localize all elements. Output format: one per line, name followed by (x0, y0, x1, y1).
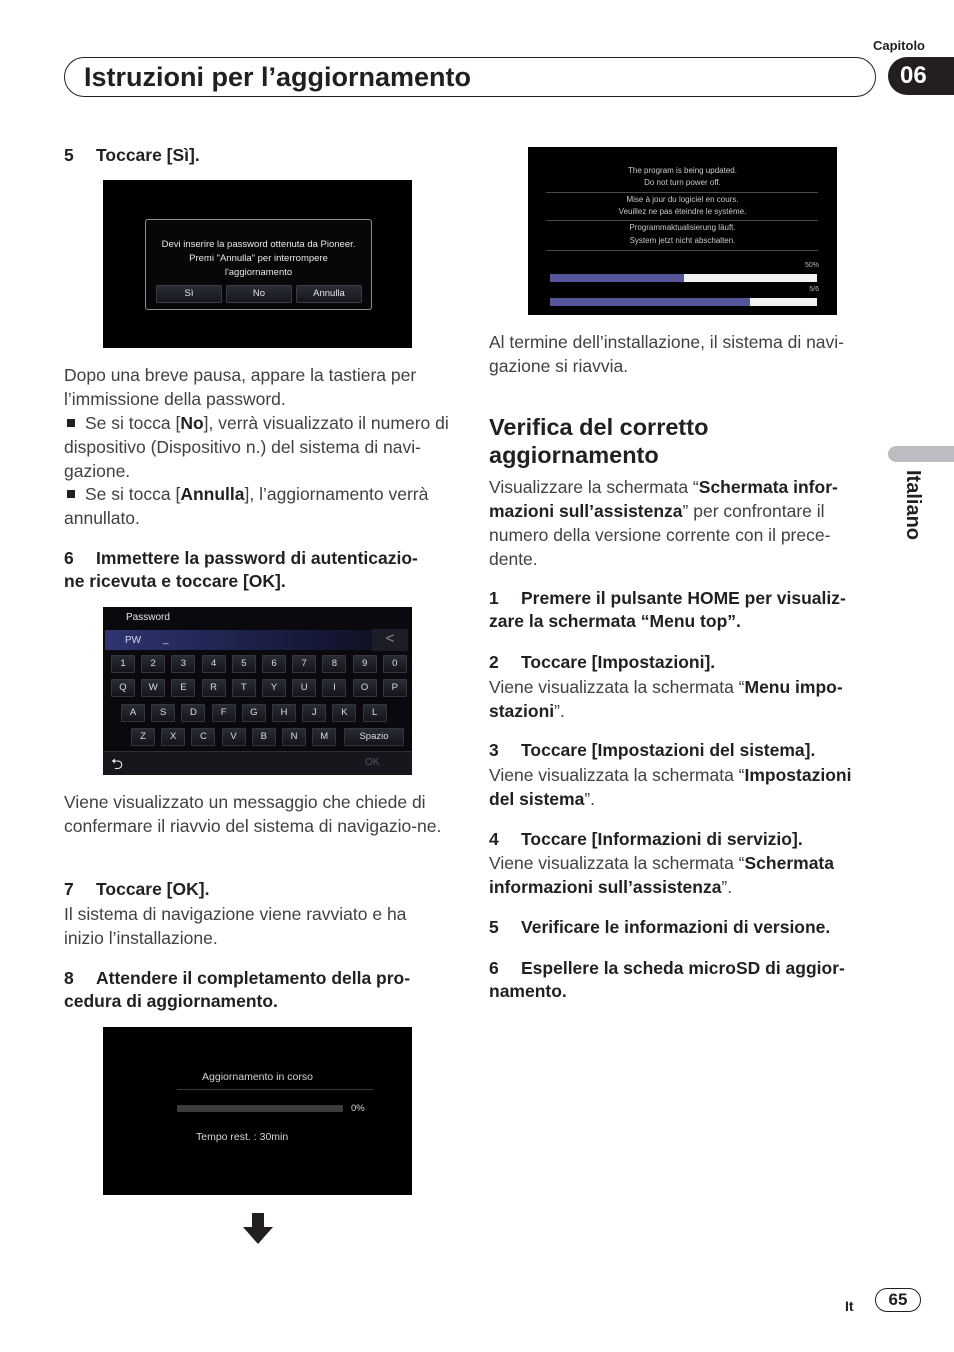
update-msg-fr-2: Veuillez ne pas éteindre le système. (618, 207, 747, 216)
divider (546, 192, 818, 193)
section-intro: Visualizzare la schermata “Schermata infor-mazioni sull’assistenza” per confrontare il numero della versione corrente con il prece-dente. (489, 477, 838, 569)
progress-fill-2 (550, 298, 750, 306)
page-number: 65 (875, 1288, 921, 1312)
space-key: Spazio (344, 728, 404, 746)
password-dialog (145, 219, 372, 310)
update-msg-de-2: System jetzt nicht abschalten. (629, 236, 736, 245)
keyboard-bottom-bar (103, 751, 412, 775)
page-title: Istruzioni per l’aggiornamento (84, 62, 472, 92)
update-msg-de-1: Programmaktualisierung läuft. (629, 223, 736, 232)
progress-bar-2 (550, 298, 817, 306)
bullet-annulla: Se si tocca [Annulla], l’aggiornamento verrà annullato. (64, 484, 429, 528)
update-msg-en-2: Do not turn power off. (644, 178, 721, 187)
paragraph-restart-message: Viene visualizzato un messaggio che chiede di confermare il riavvio del sistema di navigazio-ne. (64, 792, 442, 836)
progress-bar-1 (550, 274, 817, 282)
password-input (105, 630, 406, 650)
key-x: X (161, 728, 185, 746)
yes-button: Sì (156, 285, 222, 303)
key-8: 8 (322, 655, 346, 673)
key-4: 4 (202, 655, 226, 673)
key-6: 6 (262, 655, 286, 673)
key-e: E (171, 679, 195, 697)
keyboard-title: Password (126, 612, 170, 623)
chapter-number: 06 (888, 57, 954, 95)
text-cursor: _ (163, 634, 169, 645)
verify-step-3: 3 Toccare [Impostazioni del sistema]. (489, 740, 816, 760)
verify-step-1: 1 Premere il pulsante HOME per visualiz- zare la schermata “Menu top”. (489, 588, 846, 631)
progress-fill-1 (550, 274, 684, 282)
bar2-count: 5/6 (809, 286, 819, 293)
key-b: B (252, 728, 276, 746)
arrow-down-icon (242, 1213, 274, 1245)
update-progress-screenshot (103, 1027, 412, 1195)
key-7: 7 (292, 655, 316, 673)
key-1: 1 (111, 655, 135, 673)
key-m: M (312, 728, 336, 746)
verify-step-4: 4 Toccare [Informazioni di servizio]. (489, 829, 803, 849)
verify-step-2: 2 Toccare [Impostazioni]. (489, 652, 716, 672)
password-field-label: PW (125, 635, 142, 646)
key-9: 9 (353, 655, 377, 673)
paragraph-install-end: Al termine dell’installazione, il sistema di navi-gazione si riavvia. (489, 332, 845, 376)
key-c: C (191, 728, 215, 746)
section-heading: Verifica del corretto aggiornamento (489, 414, 709, 468)
key-i: I (322, 679, 346, 697)
progress-title: Aggiornamento in corso (202, 1071, 313, 1083)
language-label: Italiano (902, 470, 924, 541)
key-y: Y (262, 679, 286, 697)
language-tab (888, 446, 954, 462)
key-l: L (363, 704, 387, 722)
bullet-icon (67, 490, 75, 498)
step-8-heading: 8 Attendere il completamento della pro- cedura di aggiornamento. (64, 968, 411, 1011)
ok-button: OK (365, 757, 380, 768)
key-d: D (181, 704, 205, 722)
step-5-heading: 5 Toccare [Sì]. (64, 145, 200, 165)
confirm-dialog-screenshot (103, 180, 412, 348)
verify-step-3-desc: Viene visualizzata la schermata “Impostazioni del sistema”. (489, 765, 852, 809)
divider (546, 220, 818, 221)
key-3: 3 (171, 655, 195, 673)
bullet-no: Se si tocca [No], verrà visualizzato il numero di dispositivo (Dispositivo n.) del sistema di navi-gazione. (64, 413, 449, 481)
back-arrow-icon: ⮌ (111, 756, 124, 773)
key-v: V (222, 728, 246, 746)
password-keyboard-screenshot (103, 607, 412, 775)
key-h: H (272, 704, 296, 722)
key-5: 5 (232, 655, 256, 673)
key-u: U (292, 679, 316, 697)
key-n: N (282, 728, 306, 746)
key-t: T (232, 679, 256, 697)
no-button: No (226, 285, 292, 303)
dialog-message: Devi inserire la password ottenuta da Pioneer. Premi "Annulla" per interrompere l'aggiornamento (161, 239, 356, 278)
key-q: Q (111, 679, 135, 697)
key-f: F (212, 704, 236, 722)
bullet-icon (67, 419, 75, 427)
key-g: G (242, 704, 266, 722)
step-6-heading: 6 Immettere la password di autenticazio- ne ricevuta e toccare [OK]. (64, 548, 418, 591)
chapter-label: Capitolo (873, 38, 925, 53)
update-msg-fr-1: Mise à jour du logiciel en cours. (626, 195, 739, 204)
divider (546, 250, 818, 251)
key-s: S (151, 704, 175, 722)
language-code: It (845, 1298, 854, 1314)
key-k: K (332, 704, 356, 722)
key-j: J (302, 704, 326, 722)
key-z: Z (131, 728, 155, 746)
paragraph-keyboard-appears: Dopo una breve pausa, appare la tastiera per l’immissione della password. (64, 365, 417, 409)
key-a: A (121, 704, 145, 722)
paragraph-install-start: Il sistema di navigazione viene ravviato e ha inizio l’installazione. (64, 904, 407, 948)
progress-percent: 0% (351, 1103, 365, 1114)
remaining-time: Tempo rest. : 30min (196, 1131, 289, 1143)
backspace-icon: < (372, 629, 408, 651)
verify-step-6: 6 Espellere la scheda microSD di aggior- namento. (489, 958, 845, 1001)
bar1-percent: 50% (804, 262, 819, 269)
progress-bar (177, 1105, 343, 1112)
key-0: 0 (383, 655, 407, 673)
key-2: 2 (141, 655, 165, 673)
verify-step-4-desc: Viene visualizzata la schermata “Schermata informazioni sull’assistenza”. (489, 853, 834, 897)
key-r: R (202, 679, 226, 697)
verify-step-2-desc: Viene visualizzata la schermata “Menu impo-stazioni”. (489, 677, 843, 721)
verify-step-5: 5 Verificare le informazioni di versione. (489, 917, 831, 937)
step-7-heading: 7 Toccare [OK]. (64, 879, 210, 899)
divider (177, 1089, 373, 1090)
cancel-button: Annulla (296, 285, 362, 303)
key-o: O (353, 679, 377, 697)
key-w: W (141, 679, 165, 697)
multilanguage-update-screenshot (528, 147, 837, 315)
update-msg-en-1: The program is being updated. (628, 166, 737, 175)
key-p: P (383, 679, 407, 697)
